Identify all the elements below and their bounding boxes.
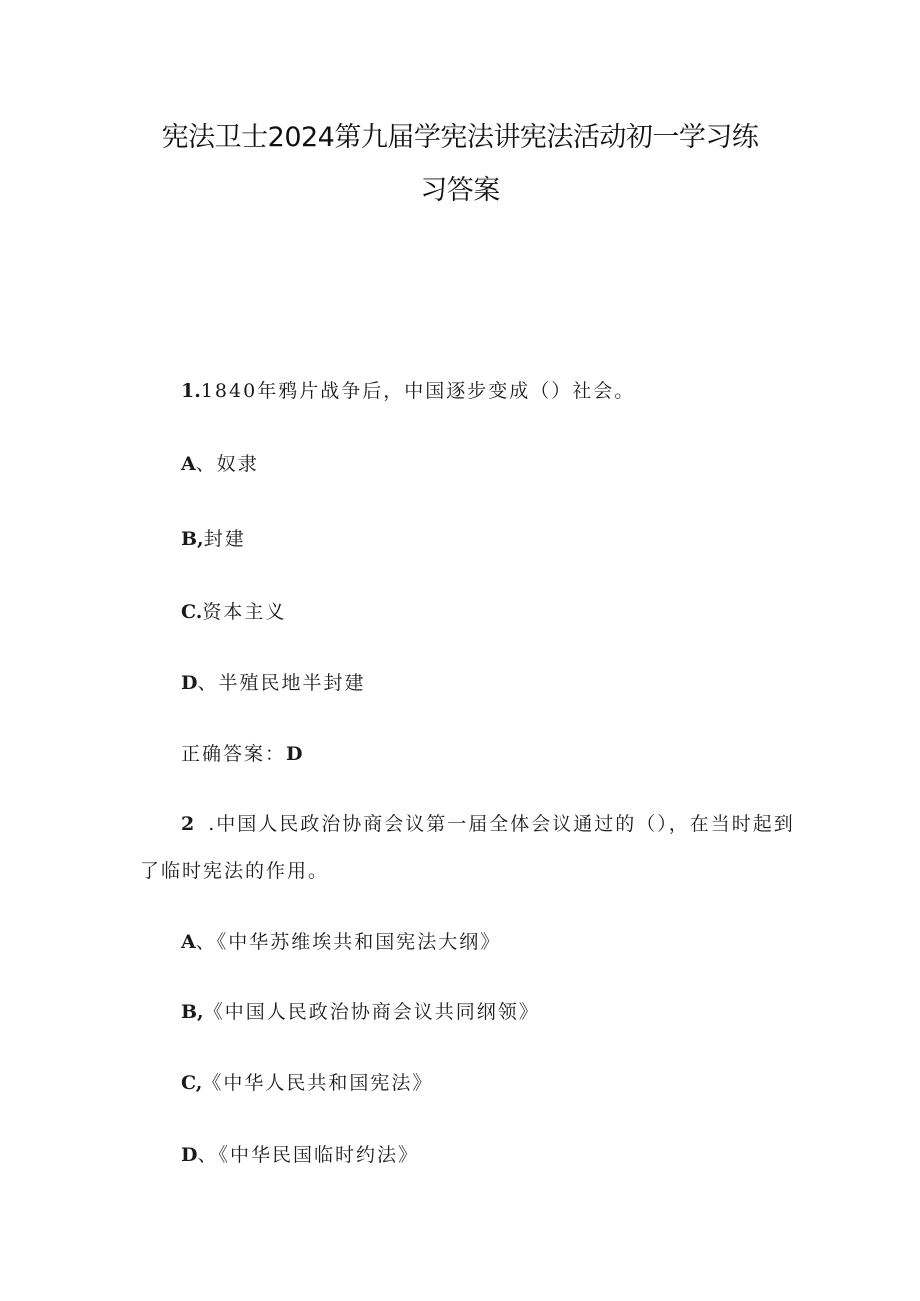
question-1-stem — [181, 376, 635, 403]
answer-label: 正确答案： — [181, 743, 287, 765]
question-2-option-d — [181, 1140, 419, 1167]
option-letter: A — [181, 931, 196, 953]
question-1-number: 1. — [181, 380, 201, 402]
option-text: 半殖民地半封建 — [218, 672, 366, 694]
question-1-option-c — [181, 597, 286, 624]
question-1-option-a — [181, 449, 259, 476]
question-2-option-b — [181, 997, 540, 1024]
option-text: 封建 — [203, 528, 246, 550]
option-letter: C. — [181, 601, 203, 623]
question-2-option-c — [181, 1068, 433, 1095]
answer-value: D — [286, 743, 303, 765]
option-text: 资本主义 — [202, 601, 287, 623]
option-text: 《中华民国临时约法》 — [218, 1144, 420, 1166]
option-separator: 、 — [195, 453, 217, 475]
option-letter: D — [181, 1144, 198, 1166]
question-1-option-d — [181, 668, 366, 695]
question-2-stem-line-2: 了临时宪法的作用。 — [140, 860, 330, 882]
option-letter: B, — [181, 1001, 204, 1023]
option-separator: 、 — [197, 672, 219, 694]
option-separator: 、 — [195, 931, 217, 953]
document-title-line-1: 宪法卫士2024第九届学宪法讲宪法活动初一学习练 — [161, 122, 759, 153]
question-2-option-a — [181, 927, 501, 954]
option-separator: 、 — [197, 1144, 219, 1166]
question-2-text-line-1: .中国人民政治协商会议第一届全体会议通过的（），在当时起到 — [208, 813, 795, 835]
question-1-option-b — [181, 524, 246, 551]
option-text: 《中华苏维埃共和国宪法大纲》 — [216, 931, 502, 953]
option-text: 《中国人民政治协商会议共同纲领》 — [203, 1001, 540, 1023]
option-letter: B, — [181, 528, 204, 550]
option-text: 《中华人民共和国宪法》 — [202, 1072, 434, 1094]
question-1-answer — [181, 739, 303, 766]
question-1-text: 1840年鸦片战争后，中国逐步变成（）社会。 — [200, 380, 636, 402]
option-letter: A — [181, 453, 196, 475]
document-title-line-2: 习答案 — [420, 175, 500, 206]
question-2-number: 2 — [181, 813, 195, 835]
option-letter: D — [181, 672, 198, 694]
question-2-stem-line-1 — [181, 809, 795, 836]
option-letter: C, — [181, 1072, 203, 1094]
option-text: 奴隶 — [216, 453, 259, 475]
